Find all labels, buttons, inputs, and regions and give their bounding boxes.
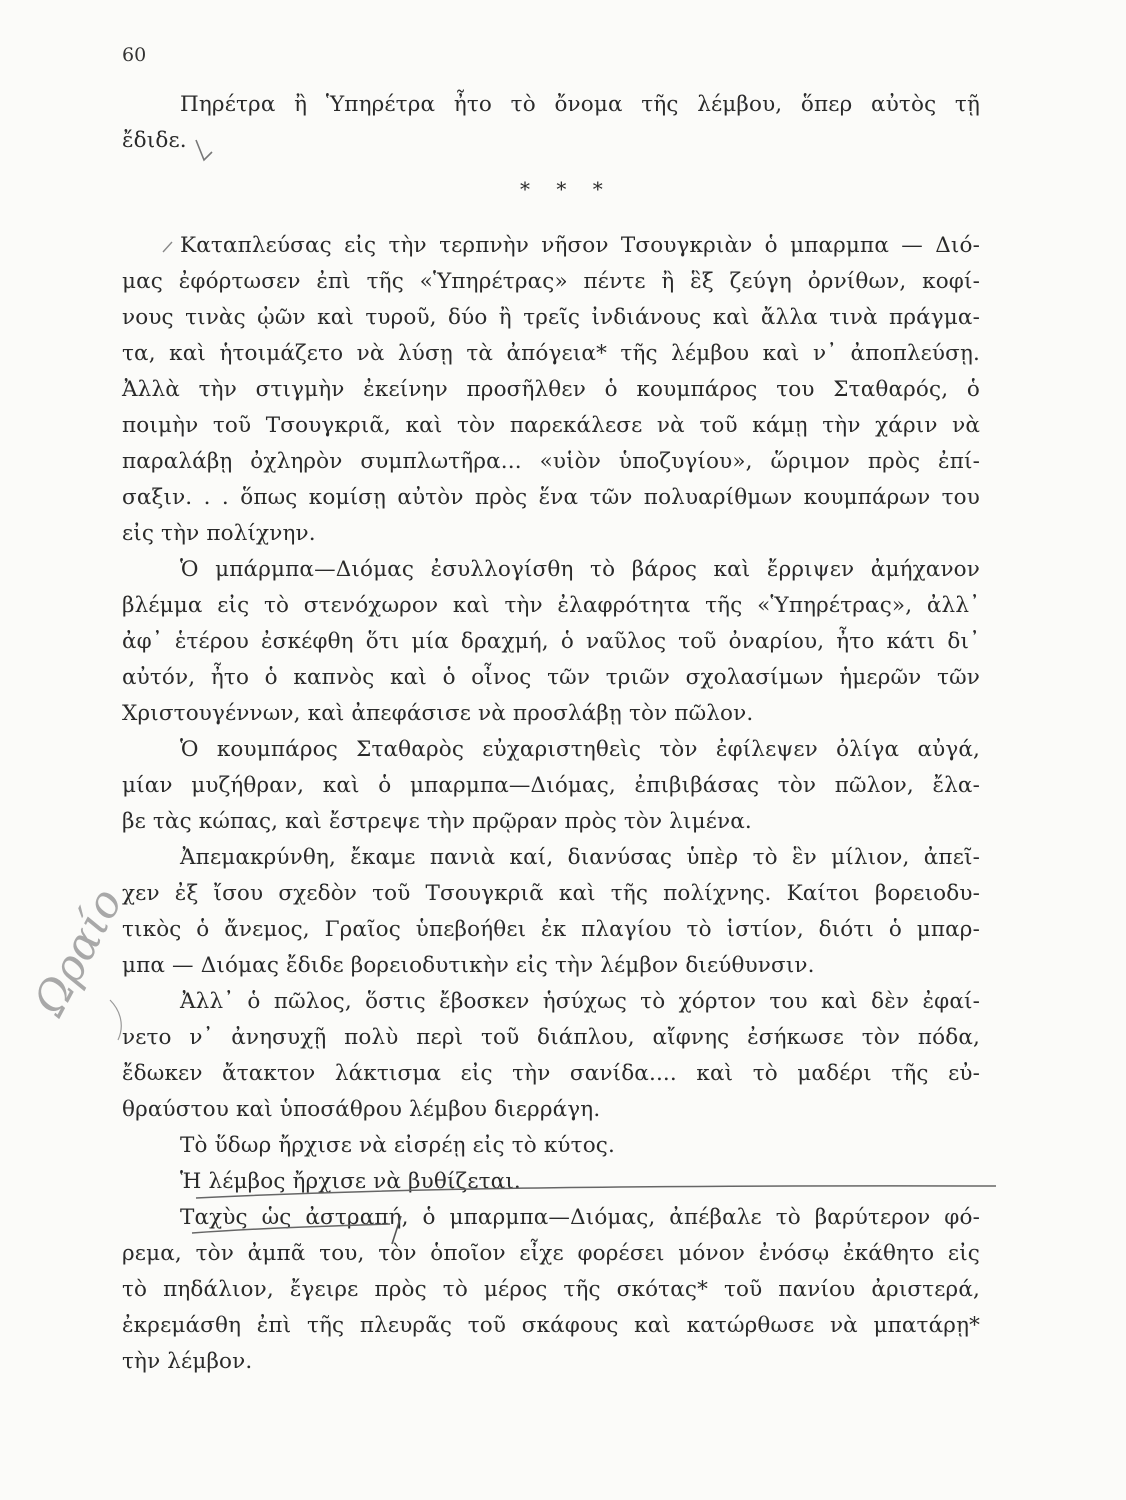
text-line: βε τὰς κώπας, καὶ ἔστρεψε τὴν πρῷραν πρὸς τὸν λιμένα. bbox=[122, 809, 752, 834]
paragraph-start: Ὁ κουμπάρος Σταθαρὸς εὐχαριστηθεὶς τὸν ἐφίλεψεν ὀλίγα αὐγά, bbox=[180, 737, 980, 762]
paragraph-tick bbox=[163, 242, 172, 252]
page-number: 60 bbox=[122, 44, 147, 66]
paragraph-start: Τὸ ὕδωρ ἤρχισε νὰ εἰσρέῃ εἰς τὸ κύτος. bbox=[180, 1133, 615, 1158]
text-line: θραύστου καὶ ὑποσάθρου λέμβου διερράγη. bbox=[122, 1097, 601, 1122]
text-line: παραλάβῃ ὀχληρὸν συμπλωτῆρα... «υἱὸν ὑποζυγίου», ὥριμον πρὸς ἐπί- bbox=[122, 449, 980, 474]
text-line: μας ἐφόρτωσεν ἐπὶ τῆς «Ὑπηρέτρας» πέντε ἢ ἓξ ζεύγη ὀρνίθων, κοφί- bbox=[122, 269, 980, 294]
text-line: σαξιν. . . ὅπως κομίσῃ αὐτὸν πρὸς ἕνα τῶν πολυαρίθμων κουμπάρων του bbox=[122, 485, 980, 510]
paragraph-start: Ἀλλ᾽ ὁ πῶλος, ὅστις ἔβοσκεν ἡσύχως τὸ χόρτον του καὶ δὲν ἐφαί- bbox=[180, 989, 980, 1014]
text-line: νετο ν᾽ ἀνησυχῇ πολὺ περὶ τοῦ διάπλου, αἴφνης ἐσήκωσε τὸν πόδα, bbox=[122, 1025, 980, 1050]
text-line: βλέμμα εἰς τὸ στενόχωρον καὶ τὴν ἐλαφρότητα τῆς «Ὑπηρέτρας», ἀλλ᾽ bbox=[122, 593, 980, 618]
paragraph-start: Ἀπεμακρύνθη, ἔκαμε πανιὰ καί, διανύσας ὑπὲρ τὸ ἓν μίλιον, ἀπεῖ- bbox=[180, 845, 980, 870]
margin-note: Ωραίο bbox=[24, 880, 133, 1024]
text-line: ποιμὴν τοῦ Τσουγκριᾶ, καὶ τὸν παρεκάλεσε νὰ τοῦ κάμῃ τὴν χάριν νὰ bbox=[122, 413, 980, 438]
text-line: αὐτόν, ἦτο ὁ καπνὸς καὶ ὁ οἶνος τῶν τριῶν σχολασίμων ἡμερῶν τῶν bbox=[122, 665, 980, 690]
text-line: τὴν λέμβον. bbox=[122, 1349, 253, 1374]
text-line: ἔδιδε. bbox=[122, 128, 187, 153]
text-line: μπα — Διόμας ἔδιδε βορειοδυτικὴν εἰς τὴν λέμβον διεύθυνσιν. bbox=[122, 953, 815, 978]
text-line: Ἀλλὰ τὴν στιγμὴν ἐκείνην προσῆλθεν ὁ κουμπάρος του Σταθαρός, ὁ bbox=[122, 377, 980, 402]
text-line: νους τινὰς ᾠῶν καὶ τυροῦ, δύο ἢ τρεῖς ἰνδιάνους καὶ ἄλλα τινὰ πράγμα- bbox=[122, 305, 980, 330]
text-line: Πηρέτρα ἢ Ὑπηρέτρα ἦτο τὸ ὄνομα τῆς λέμβου, ὅπερ αὐτὸς τῇ bbox=[180, 92, 980, 117]
text-line: τα, καὶ ἡτοιμάζετο νὰ λύσῃ τὰ ἀπόγεια* τῆς λέμβου καὶ ν᾽ ἀποπλεύσῃ. bbox=[122, 341, 980, 366]
text-line: ἐκρεμάσθη ἐπὶ τῆς πλευρᾶς τοῦ σκάφους καὶ κατώρθωσε νὰ μπατάρῃ* bbox=[122, 1313, 980, 1338]
text-line: τικὸς ὁ ἄνεμος, Γραῖος ὑπεβοήθει ἐκ πλαγίου τὸ ἱστίον, διότι ὁ μπαρ- bbox=[122, 917, 980, 942]
text-line: εἰς τὴν πολίχνην. bbox=[122, 521, 316, 546]
text-line: ἀφ᾽ ἑτέρου ἐσκέφθη ὅτι μία δραχμή, ὁ ναῦλος τοῦ ὀναρίου, ἦτο κάτι δι᾽ bbox=[122, 629, 980, 654]
text-line: ρεμα, τὸν ἀμπᾶ του, τὸν ὁποῖον εἶχε φορέσει μόνον ἐνόσῳ ἐκάθητο εἰς bbox=[122, 1241, 980, 1266]
paragraph-start: Ἡ λέμβος ἤρχισε νὰ βυθίζεται. bbox=[180, 1169, 521, 1194]
paragraph-start: Ὁ μπάρμπα—Διόμας ἐσυλλογίσθη τὸ βάρος καὶ ἔρριψεν ἀμήχανον bbox=[180, 557, 980, 582]
text-line: τὸ πηδάλιον, ἔγειρε πρὸς τὸ μέρος τῆς σκότας* τοῦ πανίου ἀριστερά, bbox=[122, 1277, 980, 1302]
bracket-stroke bbox=[110, 1000, 121, 1040]
paragraph-start: Ταχὺς ὡς ἀστραπή, ὁ μπαρμπα—Διόμας, ἀπέβαλε τὸ βαρύτερον φό- bbox=[180, 1205, 980, 1230]
paragraph-start: Καταπλεύσας εἰς τὴν τερπνὴν νῆσον Τσουγκριὰν ὁ μπαρμπα — Διό- bbox=[180, 233, 980, 258]
text-line: χεν ἐξ ἴσου σχεδὸν τοῦ Τσουγκριᾶ καὶ τῆς πολίχνης. Καίτοι βορειοδυ- bbox=[122, 881, 980, 906]
text-line: ἔδωκεν ἄτακτον λάκτισμα εἰς τὴν σανίδα.... καὶ τὸ μαδέρι τῆς εὐ- bbox=[122, 1061, 980, 1086]
text-line: Χριστουγέννων, καὶ ἀπεφάσισε νὰ προσλάβῃ τὸν πῶλον. bbox=[122, 701, 754, 726]
text-line: μίαν μυζήθραν, καὶ ὁ μπαρμπα—Διόμας, ἐπιβιβάσας τὸν πῶλον, ἔλα- bbox=[122, 773, 980, 798]
section-separator: * * * bbox=[520, 177, 613, 201]
